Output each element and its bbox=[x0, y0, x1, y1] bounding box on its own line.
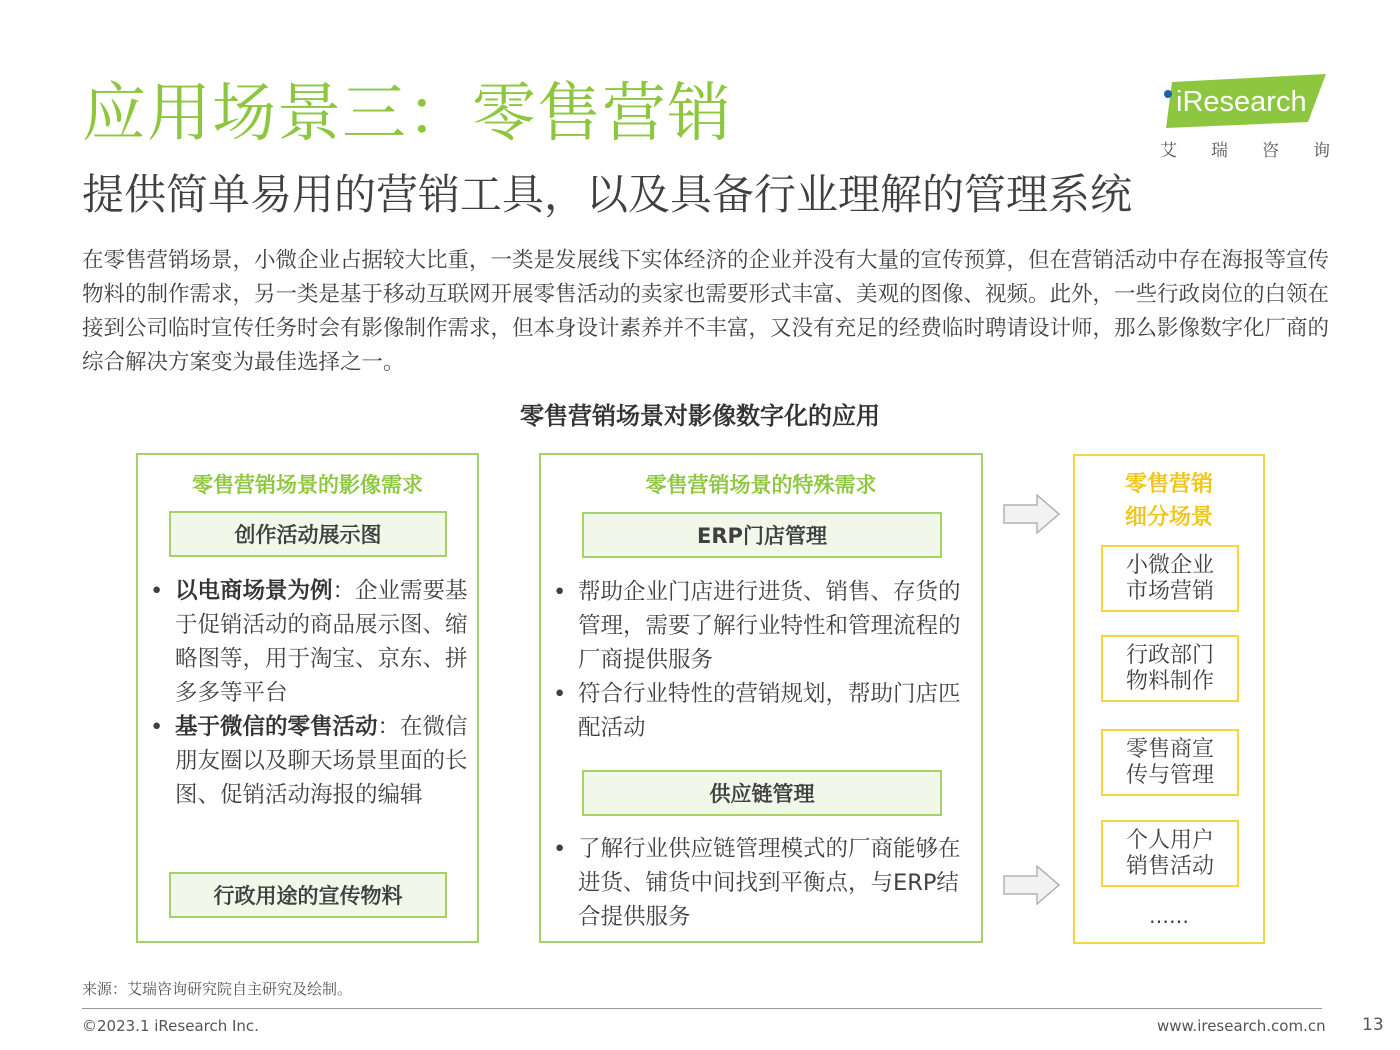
imaging-needs-list bbox=[148, 574, 476, 812]
special-needs-panel bbox=[539, 453, 983, 943]
iresearch-logo bbox=[1158, 74, 1330, 164]
supply-chain-list bbox=[551, 832, 971, 934]
source-note: 来源：艾瑞咨询研究院自主研究及绘制。 bbox=[82, 980, 353, 998]
list-item: • 基于微信的零售活动：在微信朋友圈以及聊天场景里面的长图、促销活动海报的编辑 bbox=[148, 710, 476, 812]
arrow-right-icon bbox=[1003, 494, 1061, 534]
admin-materials-chip: 行政用途的宣传物料 bbox=[169, 872, 447, 918]
subscenario-item: 行政部门 物料制作 bbox=[1101, 635, 1239, 702]
figure-title: 零售营销场景对影像数字化的应用 bbox=[520, 402, 880, 430]
special-needs-heading: 零售营销场景的特殊需求 bbox=[645, 473, 877, 497]
page-title: 应用场景三：零售营销 bbox=[82, 77, 732, 151]
imaging-needs-panel bbox=[136, 453, 479, 943]
logo-wordmark: iResearch bbox=[1176, 86, 1307, 118]
intro-paragraph: 在零售营销场景，小微企业占据较大比重，一类是发展线下实体经济的企业并没有大量的宣传预算，但在营销活动中存在海报等宣传物料的制作需求，另一类是基于移动互联网开展零售活动的卖家也需要形式丰富、美观的图像、视频。此外，一些行政岗位的白领在接到公司临时宣传任务时会有影像制作需求，但本身设计素养并不丰富，又没有充足的经费临时聘请设计师，那么影像数字化厂商的综合解决方案变为最佳选择之一。 bbox=[82, 248, 1330, 375]
website-link[interactable]: www.iresearch.com.cn bbox=[1157, 1017, 1326, 1035]
subscenario-item: 个人用户 销售活动 bbox=[1101, 820, 1239, 887]
logo-subtitle: 艾 瑞 咨 询 bbox=[1160, 141, 1330, 161]
erp-list bbox=[551, 575, 971, 745]
arrow-right-icon bbox=[1003, 865, 1061, 905]
page-number: 13 bbox=[1362, 1015, 1384, 1035]
creative-display-chip: 创作活动展示图 bbox=[169, 511, 447, 557]
footer-divider bbox=[82, 1008, 1322, 1009]
subscenario-item: 零售商宣 传与管理 bbox=[1101, 729, 1239, 796]
more-ellipsis: …… bbox=[1149, 904, 1189, 928]
subscenario-item: 小微企业 市场营销 bbox=[1101, 545, 1239, 612]
logo-i-dot bbox=[1164, 90, 1172, 98]
list-item: • 了解行业供应链管理模式的厂商能够在进货、铺货中间找到平衡点，与ERP结合提供服务 bbox=[551, 832, 971, 934]
subscenarios-heading: 零售营销 细分场景 bbox=[1124, 472, 1213, 530]
list-item: • 以电商场景为例：企业需要基于促销活动的商品展示图、缩略图等，用于淘宝、京东、拼多多等平台 bbox=[148, 574, 476, 710]
supply-chain-chip: 供应链管理 bbox=[582, 770, 942, 816]
erp-store-chip: ERP门店管理 bbox=[582, 512, 942, 558]
copyright: ©2023.1 iResearch Inc. bbox=[82, 1017, 259, 1035]
list-item: • 符合行业特性的营销规划，帮助门店匹配活动 bbox=[551, 677, 971, 745]
page-subtitle: 提供简单易用的营销工具，以及具备行业理解的管理系统 bbox=[82, 170, 1133, 219]
imaging-needs-heading: 零售营销场景的影像需求 bbox=[192, 473, 423, 497]
list-item: • 帮助企业门店进行进货、销售、存货的管理，需要了解行业特性和管理流程的厂商提供服务 bbox=[551, 575, 971, 677]
subscenarios-panel bbox=[1073, 454, 1265, 944]
